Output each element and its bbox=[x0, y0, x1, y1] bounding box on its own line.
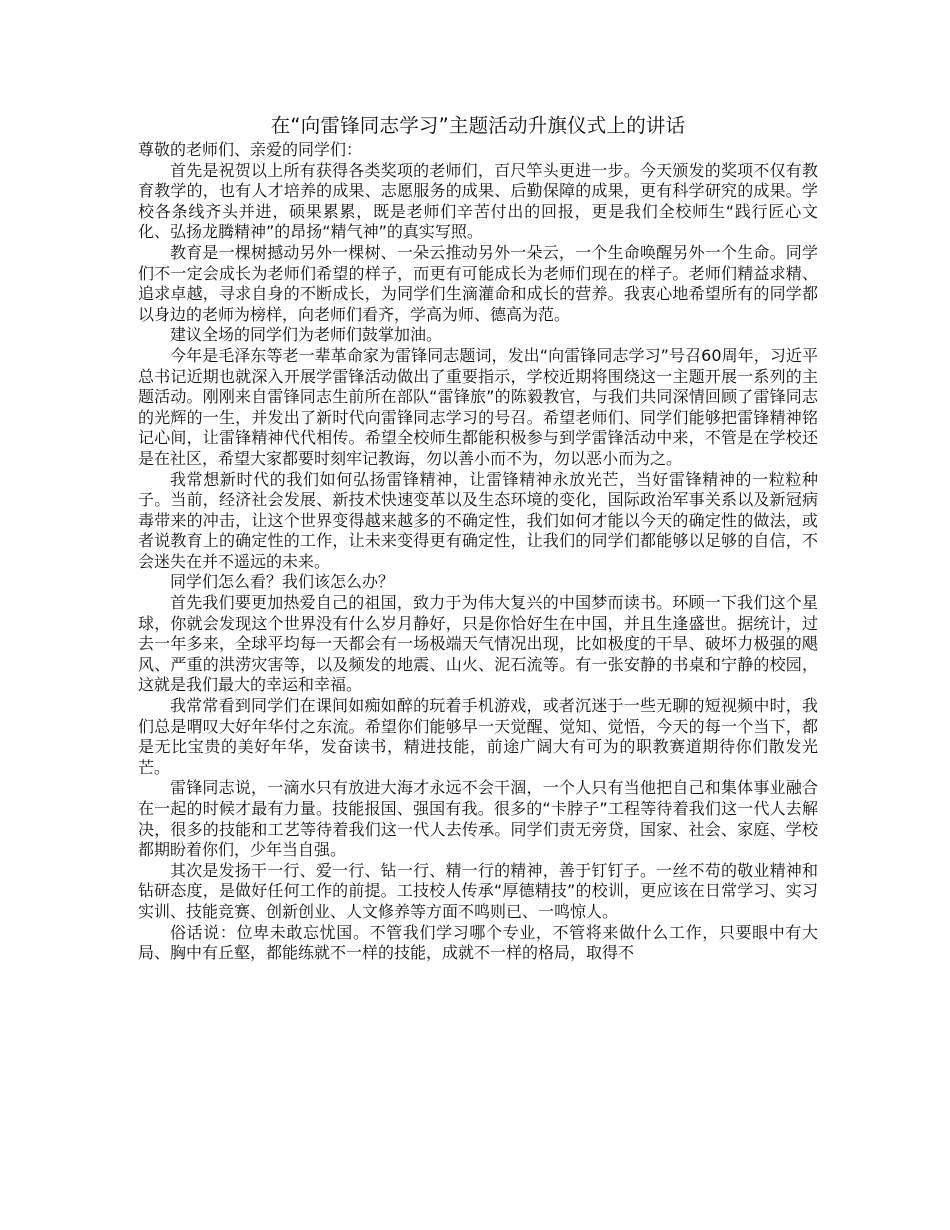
paragraph: 我常常看到同学们在课间如痴如醉的玩着手机游戏，或者沉迷于一些无聊的短视频中时，我们总是喟叹大好年华付之东流。希望你们能够早一天觉醒、觉知、觉悟，今天的每一个当下，都是无比宝贵的美好年华，发奋读书，精进技能，前途广阔大有可为的职教赛道期待你们散发光芒。 bbox=[138, 696, 818, 777]
paragraph: 首先是祝贺以上所有获得各类奖项的老师们，百尺竿头更进一步。今天颁发的奖项不仅有教育教学的，也有人才培养的成果、志愿服务的成果、后勤保障的成果，更有科学研究的成果。学校各条线齐头并进，硕果累累，既是老师们辛苦付出的回报，更是我们全校师生“践行匠心文化、弘扬龙腾精神”的昂扬“精气神”的真实写照。 bbox=[138, 160, 818, 242]
paragraph: 教育是一棵树撼动另外一棵树、一朵云推动另外一朵云，一个生命唤醒另外一个生命。同学们不一定会成长为老师们希望的样子，而更有可能成长为老师们现在的样子。老师们精益求精、追求卓越，寻求自身的不断成长，为同学们生滴灌命和成长的营养。我衷心地希望所有的同学都以身边的老师为榜样，向老师们看齐，学高为师、德高为范。 bbox=[138, 242, 818, 324]
paragraph: 其次是发扬干一行、爱一行、钻一行、精一行的精神，善于钉钉子。一丝不苟的敬业精神和钻研态度，是做好任何工作的前提。工技校人传承“厚德精技”的校训，更应该在日常学习、实习实训、技能竞赛、创新创业、人文修养等方面不鸣则已、一鸣惊人。 bbox=[138, 860, 818, 921]
paragraph: 雷锋同志说，一滴水只有放进大海才永远不会干涸，一个人只有当他把自己和集体事业融合在一起的时候才最有力量。技能报国、强国有我。很多的“卡脖子”工程等待着我们这一代人去解决，很多的技能和工艺等待着我们这一代人去传承。同学们责无旁贷，国家、社会、家庭、学校都期盼着你们，少年当自强。 bbox=[138, 778, 818, 860]
salutation: 尊敬的老师们、亲爱的同学们： bbox=[138, 140, 363, 159]
paragraph: 首先我们要更加热爱自己的祖国，致力于为伟大复兴的中国梦而读书。环顾一下我们这个星球，你就会发现这个世界没有什么岁月静好，只是你恰好生在中国，并且生逢盛世。据统计，过去一年多来，全球平均每一天都会有一场极端天气情况出现，比如极度的干旱、破坏力极强的飓风、严重的洪涝灾害等，以及频发的地震、山火、泥石流等。有一张安静的书桌和宁静的校园，这就是我们最大的幸运和幸福。 bbox=[138, 593, 818, 695]
document-page bbox=[138, 112, 818, 964]
paragraph: 俗话说：位卑未敢忘忧国。不管我们学习哪个专业，不管将来做什么工作，只要眼中有大局、胸中有丘壑，都能练就不一样的技能，成就不一样的格局，取得不 bbox=[138, 922, 818, 963]
paragraph: 同学们怎么看？我们该怎么办？ bbox=[170, 572, 395, 592]
paragraph: 我常想新时代的我们如何弘扬雷锋精神，让雷锋精神永放光芒，当好雷锋精神的一粒粒种子。当前，经济社会发展、新技术快速变革以及生态环境的变化，国际政治军事关系以及新冠病毒带来的冲击，让这个世界变得越来越多的不确定性，我们如何才能以今天的确定性的做法，或者说教育上的确定性的工作，让未来变得更有确定性，让我们的同学们都能够以足够的自信，不会迷失在并不遥远的未来。 bbox=[138, 469, 818, 571]
document-title: 在“向雷锋同志学习”主题活动升旗仪式上的讲话 bbox=[270, 114, 686, 137]
paragraph: 建议全场的同学们为老师们鼓掌加油。 bbox=[170, 325, 443, 345]
paragraph: 今年是毛泽东等老一辈革命家为雷锋同志题词，发出“向雷锋同志学习”号召60周年，习近平总书记近期也就深入开展学雷锋活动做出了重要指示，学校近期将围绕这一主题开展一系列的主题活动。刚刚来自雷锋同志生前所在部队“雷锋旅”的陈毅教官，与我们共同深情回顾了雷锋同志的光辉的一生，并发出了新时代向雷锋同志学习的号召。希望老师们、同学们能够把雷锋精神铭记心间，让雷锋精神代代相传。希望全校师生都能积极参与到学雷锋活动中来，不管是在学校还是在社区，希望大家都要时刻牢记教诲，勿以善小而不为，勿以恶小而为之。 bbox=[138, 345, 818, 468]
